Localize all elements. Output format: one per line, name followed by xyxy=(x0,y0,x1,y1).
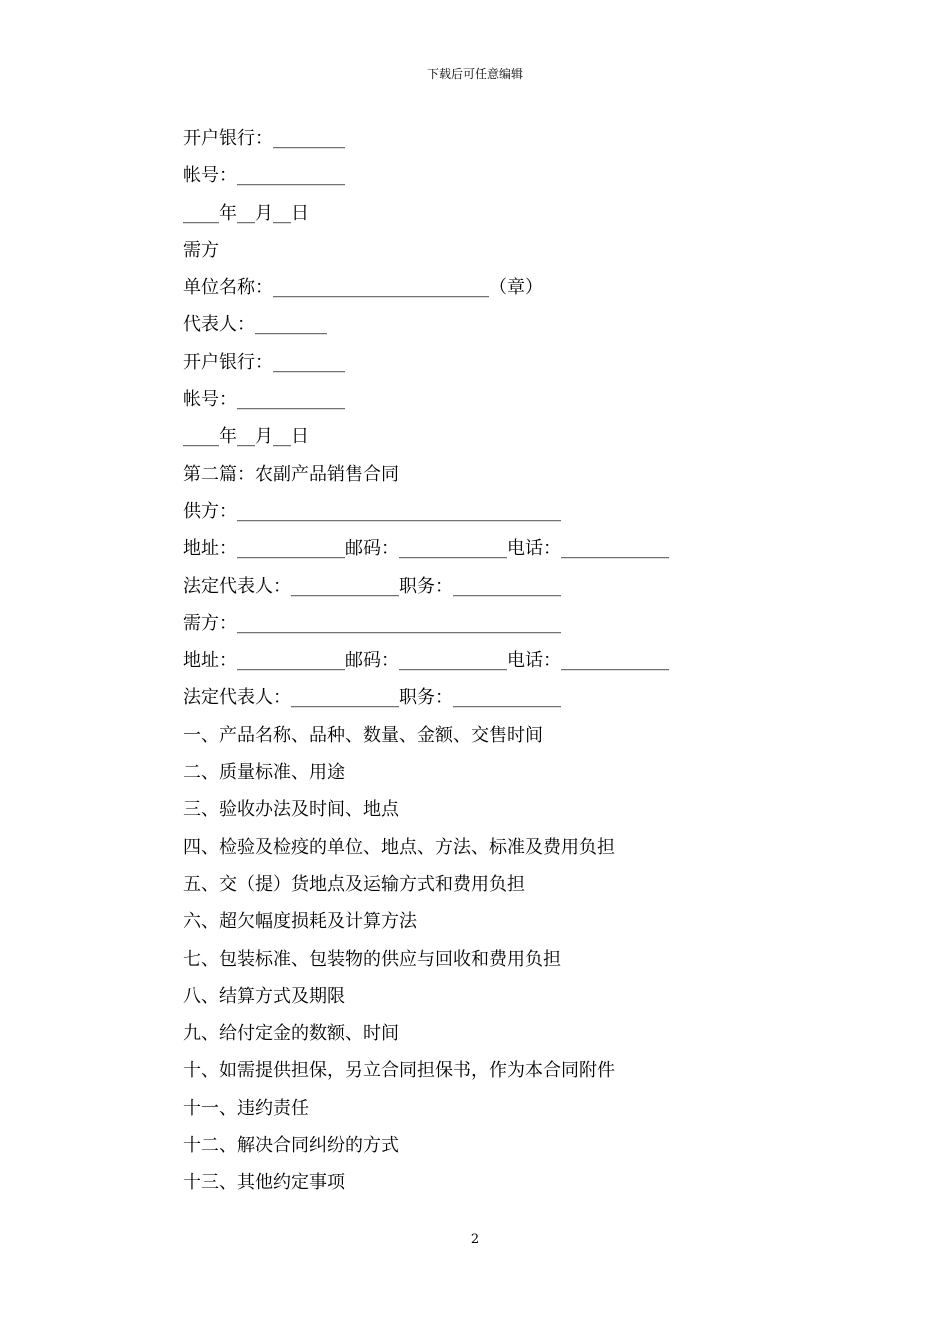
page-header: 下载后可任意编辑 xyxy=(426,67,523,81)
line-supplier-legal-rep: 法定代表人：____________职务：____________ xyxy=(183,575,561,597)
line-buyer-legal-rep: 法定代表人：____________职务：____________ xyxy=(183,687,561,709)
clause-8: 八、结算方式及期限 xyxy=(183,985,345,1007)
line-date: ____年__月__日 xyxy=(183,202,309,224)
line-supplier-address: 地址：____________邮码：____________电话：____________ xyxy=(183,538,669,560)
line-buyer-heading: 需方 xyxy=(183,239,219,261)
clause-3: 三、验收办法及时间、地点 xyxy=(183,799,399,821)
line-bank: 开户银行：________ xyxy=(183,128,345,149)
line-bank-2: 开户银行：________ xyxy=(183,351,345,373)
clause-6: 六、超欠幅度损耗及计算方法 xyxy=(183,911,417,933)
page-number: 2 xyxy=(470,1232,480,1247)
document-body xyxy=(183,120,783,1202)
line-date-2: ____年__月__日 xyxy=(183,426,309,448)
clause-5: 五、交（提）货地点及运输方式和费用负担 xyxy=(183,873,525,895)
clause-9: 九、给付定金的数额、时间 xyxy=(183,1023,399,1045)
clause-2: 二、质量标准、用途 xyxy=(183,762,345,784)
clause-1: 一、产品名称、品种、数量、金额、交售时间 xyxy=(183,724,543,746)
line-unit-name: 单位名称：________________________（章） xyxy=(183,277,543,299)
line-supplier: 供方：____________________________________ xyxy=(183,500,561,522)
clause-7: 七、包装标准、包装物的供应与回收和费用负担 xyxy=(183,948,561,970)
clause-10: 十、如需提供担保，另立合同担保书，作为本合同附件 xyxy=(183,1060,615,1082)
line-buyer: 需方：____________________________________ xyxy=(183,612,561,634)
clause-4: 四、检验及检疫的单位、地点、方法、标准及费用负担 xyxy=(183,836,615,858)
line-account: 帐号：____________ xyxy=(183,165,345,187)
section-title: 第二篇：农副产品销售合同 xyxy=(183,463,399,485)
line-representative: 代表人：________ xyxy=(183,314,327,336)
clause-12: 十二、解决合同纠纷的方式 xyxy=(183,1135,399,1157)
clause-13: 十三、其他约定事项 xyxy=(183,1172,345,1194)
line-account-2: 帐号：____________ xyxy=(183,389,345,411)
line-buyer-address: 地址：____________邮码：____________电话：____________ xyxy=(183,650,669,672)
clause-11: 十一、违约责任 xyxy=(183,1097,309,1119)
